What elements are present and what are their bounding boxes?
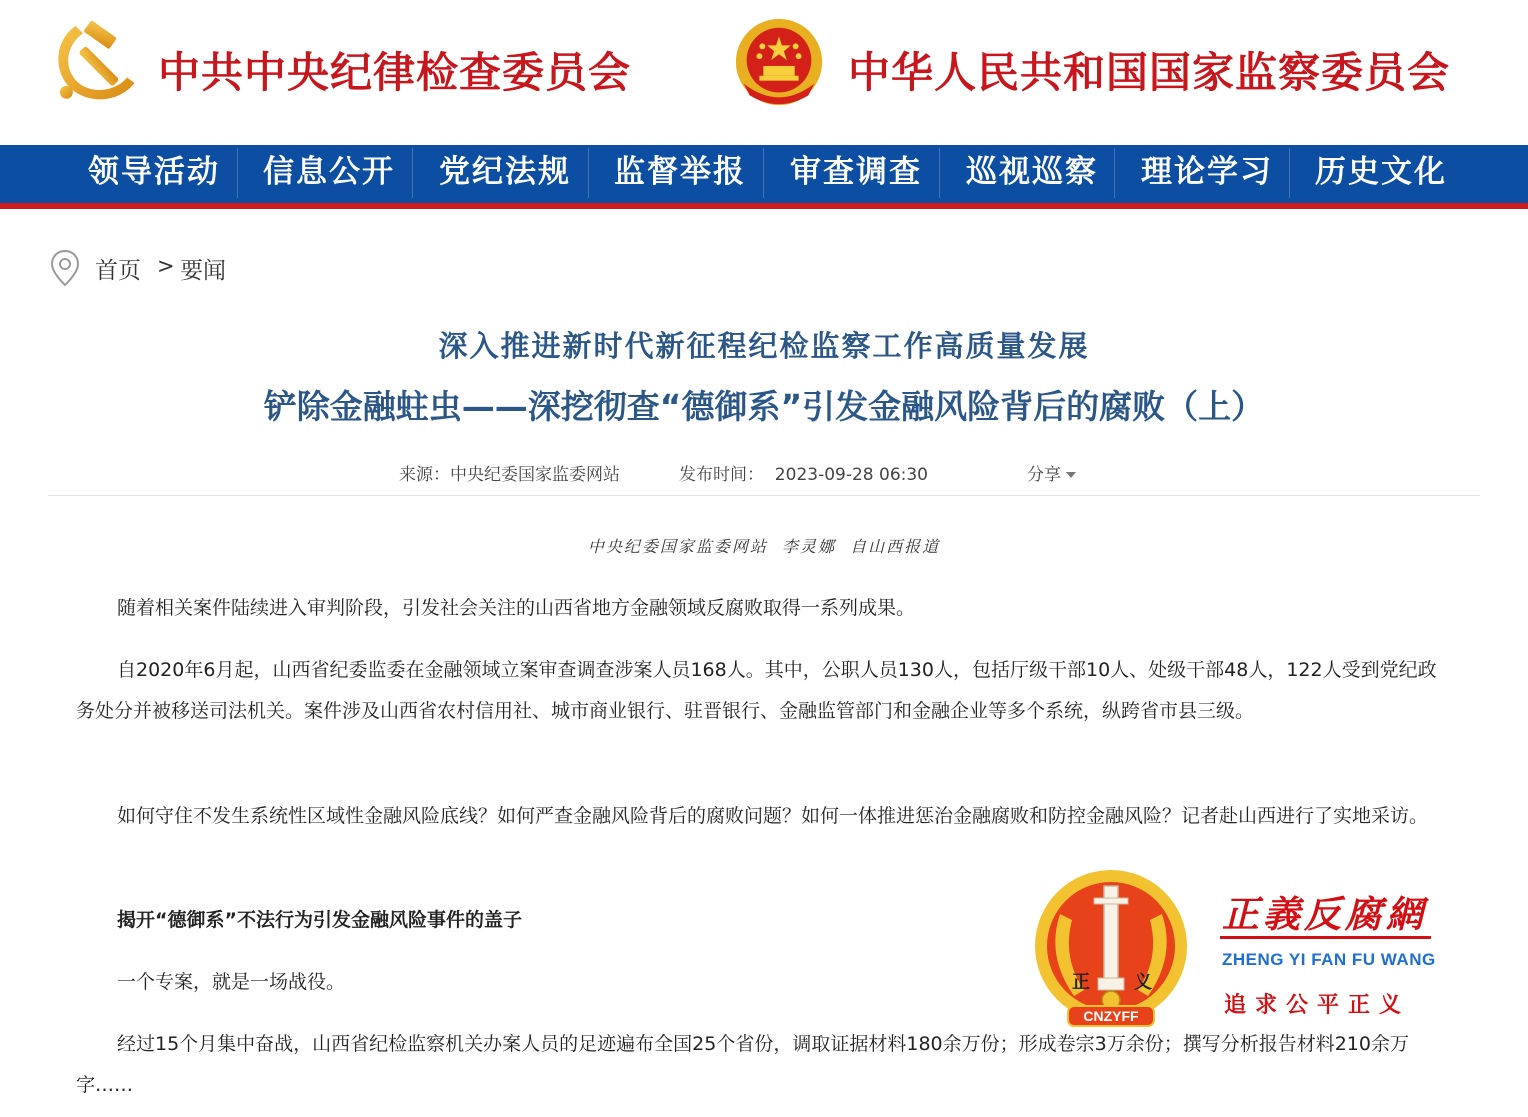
nav-item-report[interactable]: 监督举报 [614, 154, 746, 190]
nav-item-history[interactable]: 历史文化 [1315, 154, 1447, 190]
article-publish-time: 发布时间： 2023-09-28 06:30 [679, 465, 928, 485]
watermark-slogan: 追求公平正义 [1224, 993, 1411, 1018]
nav-red-stripe [0, 203, 1528, 209]
share-button[interactable] [1027, 460, 1076, 485]
breadcrumb-separator: > [157, 254, 175, 278]
share-label: 分享 [1027, 465, 1061, 485]
article-paragraph: 自2020年6月起，山西省纪委监委在金融领域立案审查调查涉案人员168人。其中，公职人员130人，包括厅级干部10人、处级干部48人，122人受到党纪政务处分并被移送司法机关。案件涉及山西省农村信用社、城市商业银行、驻晋银行、金融监管部门和金融企业等多个系统，纵跨省市县三级。 [76, 659, 1437, 722]
title-divider [48, 495, 1480, 496]
nav-divider [412, 148, 413, 198]
nav-divider [1114, 148, 1115, 198]
watermark-emblem-text: CNZYFF [1083, 1008, 1139, 1024]
nav-item-regulations[interactable]: 党纪法规 [439, 154, 571, 190]
breadcrumb-current[interactable]: 要闻 [180, 258, 226, 284]
nav-item-info-disclosure[interactable]: 信息公开 [263, 154, 395, 190]
watermark-emblem-right-char: 义 [1134, 972, 1152, 993]
watermark-emblem-icon [1026, 866, 1196, 1030]
article-paragraph: 一个专案，就是一场战役。 [117, 971, 346, 993]
section-heading: 揭开“德御系”不法行为引发金融风险事件的盖子 [117, 909, 522, 931]
chevron-down-icon [1066, 472, 1076, 478]
article-source: 来源：中央纪委国家监委网站 [399, 465, 620, 485]
article-paragraph: 随着相关案件陆续进入审判阶段，引发社会关注的山西省地方金融领域反腐败取得一系列成果。 [117, 597, 916, 619]
watermark-pinyin: ZHENG YI FAN FU WANG [1222, 950, 1436, 969]
watermark-emblem-left-char: 正 [1072, 972, 1090, 993]
article-subtitle: 深入推进新时代新征程纪检监察工作高质量发展 [438, 329, 1090, 363]
nav-item-inspection[interactable]: 巡视巡察 [966, 154, 1098, 190]
cpc-ccdi-title: 中共中央纪律检查委员会 [158, 48, 632, 97]
ncs-title: 中华人民共和国国家监察委员会 [848, 48, 1451, 97]
article-paragraph: 经过15个月集中奋战，山西省纪检监察机关办案人员的足迹遍布全国25个省份，调取证据材料180余万份；形成卷宗3万余份；撰写分析报告材料210余万字…… [76, 1033, 1409, 1096]
nav-divider [588, 148, 589, 198]
party-emblem-icon[interactable] [48, 15, 140, 107]
breadcrumb-home[interactable]: 首页 [95, 258, 141, 284]
article-paragraph: 如何守住不发生系统性区域性金融风险底线？如何严查金融风险背后的腐败问题？如何一体推进惩治金融腐败和防控金融风险？记者赴山西进行了实地采访。 [117, 805, 1429, 827]
article-byline: 中央纪委国家监委网站 李灵娜 自山西报道 [587, 537, 941, 556]
main-nav [0, 145, 1528, 203]
site-header [0, 0, 1528, 145]
nav-divider [1289, 148, 1290, 198]
nav-divider [237, 148, 238, 198]
nav-item-leadership[interactable]: 领导活动 [88, 154, 220, 190]
watermark-underline [1220, 936, 1431, 939]
watermark-title: 正義反腐網 [1222, 892, 1427, 936]
nav-divider [763, 148, 764, 198]
article-title: 铲除金融蛀虫——深挖彻查“德御系”引发金融风险背后的腐败（上） [263, 387, 1265, 426]
nav-divider [939, 148, 940, 198]
national-emblem-icon [730, 15, 828, 113]
location-pin-icon [48, 248, 82, 288]
nav-item-theory[interactable]: 理论学习 [1141, 154, 1273, 190]
nav-item-investigation[interactable]: 审查调查 [790, 154, 922, 190]
